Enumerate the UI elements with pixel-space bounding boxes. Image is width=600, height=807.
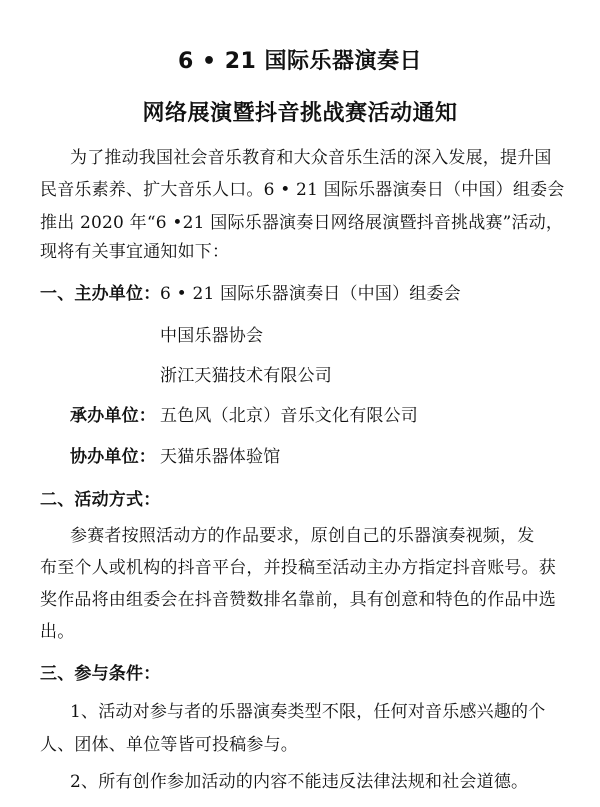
section-3-item-1-line-2: 人、团体、单位等皆可投稿参与。	[40, 735, 298, 755]
intro-line-3: 推出 2020 年“6 •21 国际乐器演奏日网络展演暨抖音挑战赛”活动，	[40, 213, 564, 233]
section-3-item-1-line-1: 1、活动对参与者的乐器演奏类型不限，任何对音乐感兴趣的个	[70, 702, 546, 722]
co-organizer-label: 协办单位：	[70, 447, 156, 467]
intro-line-2: 民音乐素养、扩大音乐人口。6 • 21 国际乐器演奏日（中国）组委会	[40, 180, 565, 200]
organizer-label: 承办单位：	[70, 406, 156, 426]
section-2-heading: 二、活动方式：	[40, 490, 161, 510]
section-2-line-4: 出。	[40, 622, 75, 642]
intro-line-1: 为了推动我国社会音乐教育和大众音乐生活的深入发展，提升国	[70, 148, 552, 168]
document-title-line-2: 网络展演暨抖音挑战赛活动通知	[142, 101, 458, 126]
organizer-value: 五色风（北京）音乐文化有限公司	[160, 406, 418, 426]
section-3-heading: 三、参与条件：	[40, 664, 161, 684]
section-1-heading: 一、主办单位：	[40, 284, 161, 304]
host-org-2: 中国乐器协会	[160, 326, 264, 346]
host-org-1: 6 • 21 国际乐器演奏日（中国）组委会	[160, 284, 461, 304]
co-organizer-value: 天猫乐器体验馆	[160, 447, 281, 467]
section-2-line-1: 参赛者按照活动方的作品要求，原创自己的乐器演奏视频，发	[70, 526, 535, 546]
section-2-line-2: 布至个人或机构的抖音平台，并投稿至活动主办方指定抖音账号。获	[40, 558, 556, 578]
section-3-item-2-line-1: 2、所有创作参加活动的内容不能违反法律法规和社会道德。	[70, 772, 529, 792]
section-2-line-3: 奖作品将由组委会在抖音赞数排名靠前，具有创意和特色的作品中选	[40, 590, 556, 610]
intro-line-4: 现将有关事宜通知如下：	[40, 242, 230, 262]
host-org-3: 浙江天猫技术有限公司	[160, 366, 332, 386]
document-title-line-1: 6 • 21 国际乐器演奏日	[178, 49, 422, 74]
